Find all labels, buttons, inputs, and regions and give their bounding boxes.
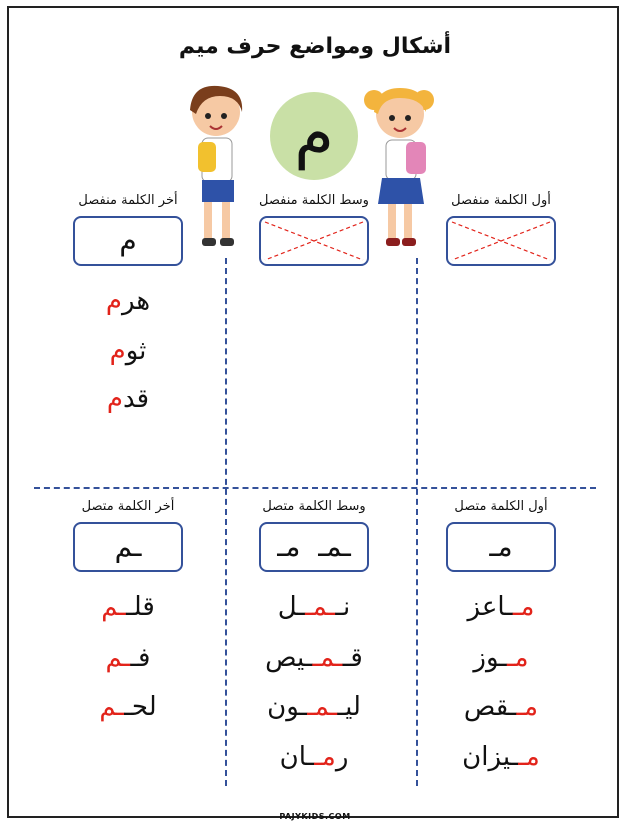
- boy-illustration: [180, 82, 255, 262]
- section-divider: [34, 487, 596, 489]
- word-connected-end-2: فــم: [105, 643, 151, 673]
- word-connected-end-3: لحــم: [99, 692, 157, 722]
- label-separate-start: أول الكلمة منفصل: [451, 193, 551, 208]
- word-separate-end-3: قدم: [106, 384, 150, 414]
- label-connected-middle: وسط الكلمة متصل: [262, 499, 366, 514]
- word-connected-start-3: مــقص: [463, 692, 539, 722]
- box-connected-start: مـ: [446, 522, 556, 572]
- word-connected-middle-2: قــمــيص: [265, 643, 363, 673]
- cross-mark-icon: [448, 218, 554, 264]
- box-separate-middle-crossed: [259, 216, 369, 266]
- box-connected-end: ـم: [73, 522, 183, 572]
- box-connected-middle: ـمـ مـ: [259, 522, 369, 572]
- word-connected-middle-4: رمــان: [279, 742, 349, 772]
- word-connected-end-1: قلــم: [101, 592, 155, 622]
- girl-illustration: [360, 82, 440, 262]
- label-connected-end: أخر الكلمة متصل: [81, 499, 175, 514]
- word-connected-start-4: مــيزان: [462, 742, 540, 772]
- box-separate-start-crossed: [446, 216, 556, 266]
- footer-site-name: PAJYKIDS.COM: [279, 812, 351, 821]
- main-letter-circle: م: [270, 92, 358, 180]
- label-separate-middle: وسط الكلمة منفصل: [259, 193, 369, 208]
- word-separate-end-1: هرم: [105, 286, 151, 316]
- label-separate-end: أخر الكلمة منفصل: [78, 193, 178, 208]
- word-connected-middle-3: ليــمــون: [267, 692, 361, 722]
- column-divider-right: [225, 258, 227, 786]
- word-connected-start-2: مــوز: [473, 643, 529, 673]
- word-connected-start-1: مــاعز: [467, 592, 535, 622]
- cross-mark-icon: [261, 218, 367, 264]
- label-connected-start: أول الكلمة متصل: [454, 499, 548, 514]
- page-title: أشكال ومواضع حرف ميم: [178, 34, 452, 59]
- word-separate-end-2: ثوم: [109, 336, 147, 366]
- box-separate-end: م: [73, 216, 183, 266]
- word-connected-middle-1: نــمــل: [277, 592, 351, 622]
- column-divider-left: [416, 258, 418, 786]
